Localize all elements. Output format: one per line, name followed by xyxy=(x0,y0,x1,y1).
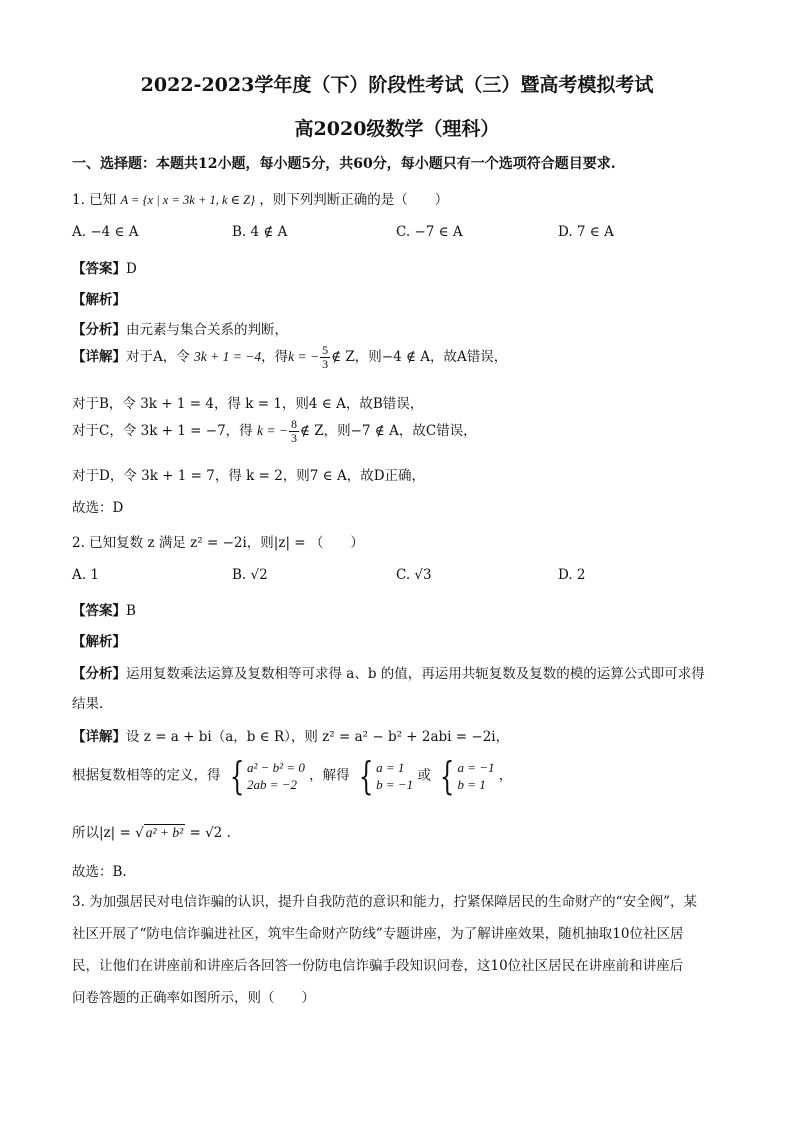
q1-choose: 故选：D xyxy=(72,500,124,516)
q3-stem-line4: 问卷答题的正确率如图所示，则（ ） xyxy=(72,990,315,1006)
left-brace: { xyxy=(358,754,374,798)
q1-set-definition: A = {x | x = 3k + 1, k ∈ Z} xyxy=(120,193,256,207)
fenxi-text: 由元素与集合关系的判断， xyxy=(126,322,288,338)
fraction-numerator: 8 xyxy=(290,417,297,431)
q1-detail-d: 对于D，令 3k + 1 = 7，得 k = 2，则7 ∈ A，故D正确， xyxy=(72,468,426,484)
q1-detail-c xyxy=(72,418,477,445)
detail-c-text1: 对于C，令 3k + 1 = −7，得 xyxy=(72,423,253,439)
detail-tag: 【详解】 xyxy=(72,729,126,745)
fenxi-text: 运用复数乘法运算及复数相等可求得 a、b 的值，再运用共轭复数及复数的模的运算公式即可求得 xyxy=(126,666,705,682)
q1-option-a: A. −4 ∈ A xyxy=(72,224,139,240)
detail-2-prefix: 根据复数相等的定义，得 xyxy=(72,767,221,784)
equation-system-2 xyxy=(354,754,414,798)
q1-analysis-tag: 【解析】 xyxy=(72,292,126,308)
exam-subtitle: 高2020级数学（理科） xyxy=(294,118,500,140)
q2-fenxi-cont: 结果. xyxy=(72,696,104,712)
q3-stem-line2: 社区开展了“防电信诈骗进社区，筑牢生命财产防线”专题讲座，为了解讲座效果，随机抽取10位社区居 xyxy=(72,926,684,942)
fraction-five-thirds xyxy=(320,344,330,371)
detail-a-text2: ，得 xyxy=(261,349,289,365)
system-row: b = −1 xyxy=(376,777,414,792)
q2-stem: 2. 已知复数 z 满足 z² = −2i，则|z| = （ ） xyxy=(72,535,364,551)
q1-stem-suffix: ，则下列判断正确的是（ ） xyxy=(259,192,449,208)
answer-tag: 【答案】 xyxy=(72,603,126,619)
q3-stem-line1: 3. 为加强居民对电信诈骗的认识，提升自我防范的意识和能力，拧紧保障居民的生命财产的“安全阀”，某 xyxy=(72,894,697,910)
q1-option-b: B. 4 ∉ A xyxy=(232,224,288,240)
q2-answer xyxy=(72,599,136,619)
detail-2-or: 或 xyxy=(417,767,431,784)
system-row: 2ab = −2 xyxy=(246,777,298,792)
q2-detail-2 xyxy=(72,754,513,798)
section-heading: 一、选择题：本题共12小题，每小题5分，共60分，每小题只有一个选项符合题目要求. xyxy=(72,156,616,172)
answer-value: D xyxy=(126,261,137,277)
q2-analysis-tag: 【解析】 xyxy=(72,634,126,650)
fraction-denominator: 3 xyxy=(290,431,297,445)
q1-detail-b: 对于B，令 3k + 1 = 4，得 k = 1，则4 ∈ A，故B错误， xyxy=(72,396,424,412)
detail-3-prefix: 所以|z| = xyxy=(72,825,136,841)
equation-system-1 xyxy=(225,754,305,798)
left-brace: { xyxy=(229,754,245,798)
q2-detail-1 xyxy=(72,725,509,745)
exam-title: 2022-2023学年度（下）阶段性考试（三）暨高考模拟考试 xyxy=(140,74,654,96)
q1-stem xyxy=(72,188,448,208)
sqrt-radicand: a² + b² xyxy=(145,825,184,840)
fraction-denominator: 3 xyxy=(322,357,329,371)
q1-option-d: D. 7 ∈ A xyxy=(558,224,614,240)
system-row: a² − b² = 0 xyxy=(246,760,305,775)
q2-option-b: B. √2 xyxy=(232,567,268,583)
q1-stem-prefix: 1. 已知 xyxy=(72,192,117,208)
q1-answer xyxy=(72,257,137,277)
fraction-eight-thirds xyxy=(289,418,299,445)
detail-2-mid: ，解得 xyxy=(309,767,350,784)
q2-choose: 故选：B. xyxy=(72,864,127,880)
fenxi-tag: 【分析】 xyxy=(72,666,126,682)
q2-fenxi xyxy=(72,662,705,682)
q2-option-a: A. 1 xyxy=(72,567,99,583)
q1-detail-a xyxy=(72,344,507,371)
detail-a-eq: 3k + 1 = −4 xyxy=(194,349,262,364)
detail-tag: 【详解】 xyxy=(72,349,126,365)
detail-a-k: k = − xyxy=(288,349,320,364)
detail-2-end: ， xyxy=(498,767,513,784)
q1-fenxi xyxy=(72,318,288,338)
fenxi-tag: 【分析】 xyxy=(72,322,126,338)
q3-stem-line3: 民，让他们在讲座前和讲座后各回答一份防电信诈骗手段知识问卷，这10位社区居民在讲座前和讲座后 xyxy=(72,958,684,974)
detail-c-k: k = − xyxy=(256,423,288,438)
answer-tag: 【答案】 xyxy=(72,261,126,277)
detail-3-suffix: = √2 . xyxy=(185,825,231,841)
detail-a-text3: ∉ Z，则−4 ∉ A，故A错误， xyxy=(331,349,508,365)
left-brace: { xyxy=(440,754,455,798)
system-row: b = 1 xyxy=(457,777,486,792)
fraction-numerator: 5 xyxy=(322,343,329,357)
detail-text: 设 z = a + bi（a，b ∈ R），则 z² = a² − b² + 2abi = −2i， xyxy=(126,729,510,745)
q2-detail-3 xyxy=(72,821,231,841)
system-row: a = 1 xyxy=(376,760,405,775)
equation-system-3 xyxy=(435,754,495,798)
q2-option-c: C. √3 xyxy=(396,567,432,583)
detail-a-text1: 对于A，令 xyxy=(126,349,190,365)
q2-option-d: D. 2 xyxy=(558,567,586,583)
sqrt-expression: √ a² + b² xyxy=(135,825,184,841)
detail-c-text2: ∉ Z，则−7 ∉ A，故C错误， xyxy=(299,423,477,439)
system-row: a = −1 xyxy=(457,760,495,775)
answer-value: B xyxy=(126,603,136,619)
q1-option-c: C. −7 ∈ A xyxy=(396,224,463,240)
